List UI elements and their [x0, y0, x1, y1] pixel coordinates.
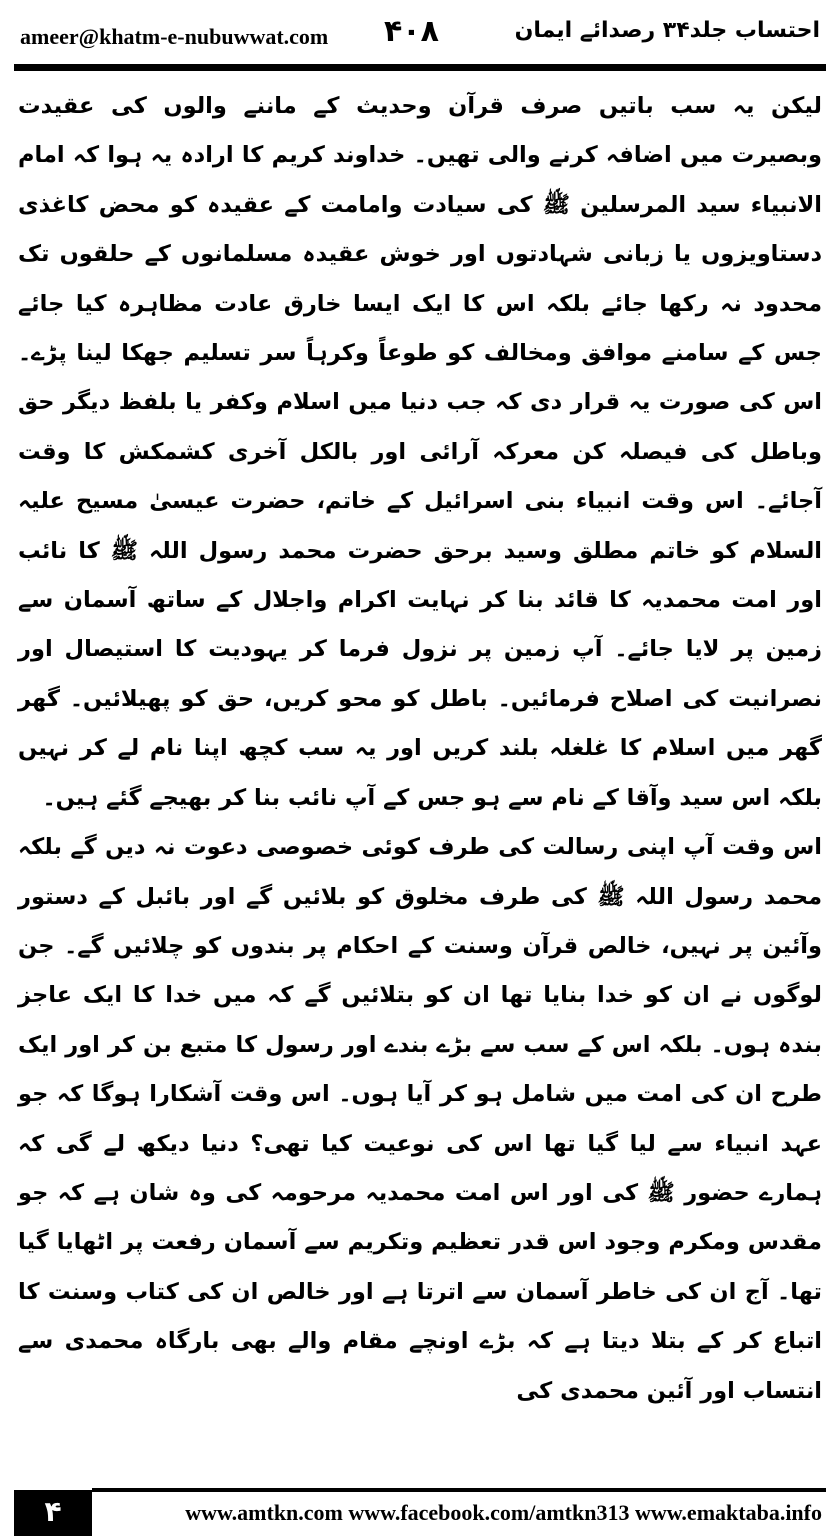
- page-header: [12, 10, 826, 62]
- header-email: ameer@khatm-e-nubuwwat.com: [20, 24, 329, 49]
- paragraph-2: اس وقت آپ اپنی رسالت کی طرف کوئی خصوصی دعوت نہ دیں گے بلکہ محمد رسول اللہ ﷺ کی طرف مخلوق کو بلائیں گے اور بائبل کے دستور وآئین پر نہیں، خالص قرآن وسنت کے احکام پر بندوں کو چلائیں گے۔ جن لوگوں نے ان کو خدا بنایا تھا ان کو بتلائیں گے کہ میں خدا کا ایک عاجز بندہ ہوں۔ بلکہ اس کے سب سے بڑے بندے اور رسول کا متبع بن کر اور ایک طرح ان کی امت میں شامل ہو کر آیا ہوں۔ اس وقت آشکارا ہوگا کہ جو عہد انبیاء سے لیا گیا تھا اس کی نوعیت کیا تھی؟ دنیا دیکھ لے گی کہ ہمارے حضور ﷺ کی اور اس امت محمدیہ مرحومہ کی وہ شان ہے کہ جو مقدس ومکرم وجود اس قدر تعظیم وتکریم سے آسمان رفعت پر اٹھایا گیا تھا۔ آج ان کی خاطر آسمان سے اترتا ہے اور خالص ان کی کتاب وسنت کا اتباع کر کے بتلا دیتا ہے کہ بڑے اونچے مقام والے بھی بارگاہ محمدی سے انتساب اور آئین محمدی کی: [18, 834, 822, 1404]
- header-divider: [14, 64, 826, 71]
- body-text: [18, 82, 822, 1416]
- page-number: ۴۰۸: [384, 14, 439, 49]
- volume-number-badge: ۴: [14, 1490, 92, 1536]
- book-title: احتساب جلد۳۴ رصدائے ایمان: [514, 18, 820, 43]
- footer-divider: [92, 1488, 826, 1492]
- footer-urls: www.amtkn.com www.facebook.com/amtkn313 www.emaktaba.info: [185, 1500, 822, 1525]
- paragraph-1: لیکن یہ سب باتیں صرف قرآن وحدیث کے ماننے والوں کی عقیدت وبصیرت میں اضافہ کرنے والی تھیں۔ خداوند کریم کا ارادہ یہ ہوا کہ امام الانبیاء سید المرسلین ﷺ کی سیادت وامامت کے عقیدہ کو محض کاغذی دستاویزوں یا زبانی شہادتوں اور خوش عقیدہ مسلمانوں کے حلقوں تک محدود نہ رکھا جائے بلکہ اس کا ایک ایسا خارق عادت مظاہرہ کیا جائے جس کے سامنے موافق ومخالف کو طوعاً وکرہاً سر تسلیم جھکا لینا پڑے۔ اس کی صورت یہ قرار دی کہ جب دنیا میں اسلام وکفر یا بلفظ دیگر حق وباطل کی فیصلہ کن معرکہ آرائی اور بالکل آخری کشمکش کا وقت آجائے۔ اس وقت انبیاء بنی اسرائیل کے خاتم، حضرت عیسیٰ مسیح علیہ السلام کو خاتم مطلق وسید برحق حضرت محمد رسول اللہ ﷺ کا نائب اور امت محمدیہ کا قائد بنا کر نہایت اکرام واجلال کے ساتھ آسمان سے زمین پر لایا جائے۔ آپ زمین پر نزول فرما کر یہودیت کا استیصال اور نصرانیت کی اصلاح فرمائیں۔ باطل کو محو کریں، حق کو پھیلائیں۔ گھر گھر میں اسلام کا غلغلہ بلند کریں اور یہ سب کچھ اپنا نام لے کر نہیں بلکہ اس سید وآقا کے نام سے ہو جس کے آپ نائب بنا کر بھیجے گئے ہیں۔: [18, 93, 822, 811]
